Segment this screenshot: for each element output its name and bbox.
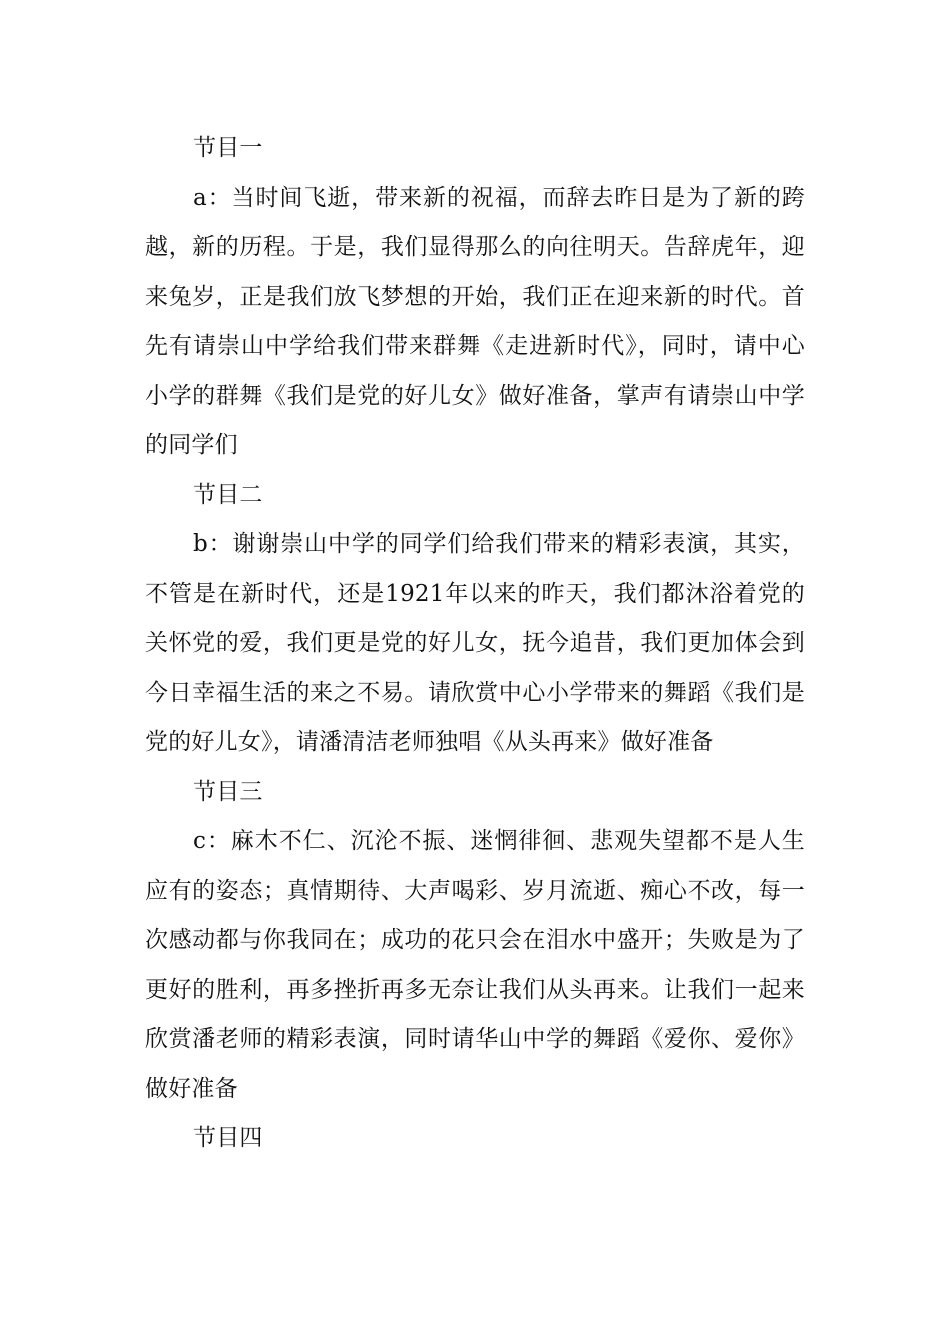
- section-heading-4: 节目四: [193, 1125, 263, 1151]
- section-heading-1: 节目一: [193, 135, 263, 161]
- section-paragraph-1: a：当时间飞逝，带来新的祝福，而辞去昨日是为了新的跨越，新的历程。于是，我们显得那么的向往明天。告辞虎年，迎来兔岁，正是我们放飞梦想的开始，我们正在迎来新的时代。首先有请崇山中学给我们带来群舞《走进新时代》，同时，请中心小学的群舞《我们是党的好儿女》做好准备，掌声有请崇山中学的同学们: [145, 184, 805, 458]
- section-paragraph-3: c：麻木不仁、沉沦不振、迷惘徘徊、悲观失望都不是人生应有的姿态；真情期待、大声喝彩、岁月流逝、痴心不改，每一次感动都与你我同在；成功的花只会在泪水中盛开；失败是为了更好的胜利，再多挫折再多无奈让我们从头再来。让我们一起来欣赏潘老师的精彩表演，同时请华山中学的舞蹈《爱你、爱你》做好准备: [145, 828, 805, 1102]
- section-heading-3: 节目三: [193, 778, 263, 805]
- section-paragraph-2: b：谢谢崇山中学的同学们给我们带来的精彩表演，其实，不管是在新时代，还是1921年以来的昨天，我们都沐浴着党的关怀党的爱，我们更是党的好儿女，抚今追昔，我们更加体会到今日幸福生活的来之不易。请欣赏中心小学带来的舞蹈《我们是党的好儿女》，请潘清洁老师独唱《从头再来》做好准备: [145, 531, 805, 755]
- section-heading-2: 节目二: [193, 481, 263, 508]
- document-body: [145, 124, 805, 1164]
